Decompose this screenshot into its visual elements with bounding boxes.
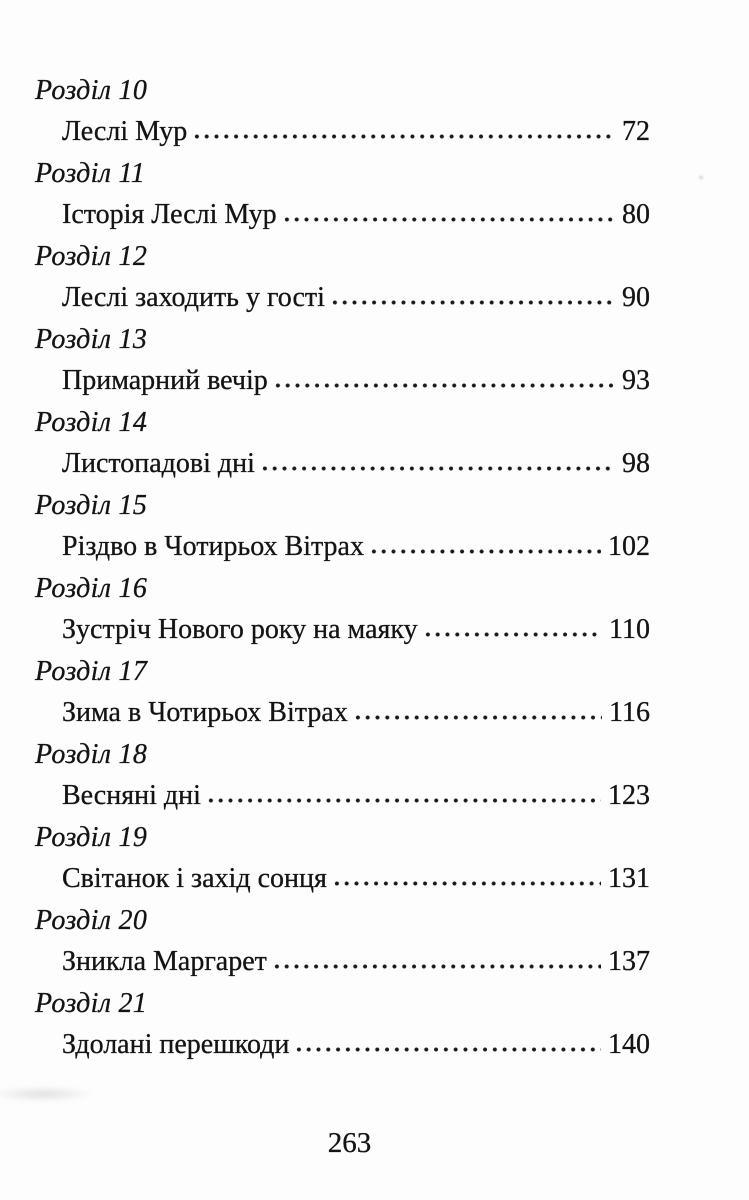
chapter-heading: Розділ 13: [35, 324, 148, 355]
chapter-heading: Розділ 11: [35, 158, 146, 189]
chapter-title: Різдво в Чотирьох Вітрах: [62, 531, 364, 562]
chapter-title-row: [35, 111, 650, 152]
toc-entry: [35, 817, 650, 899]
chapter-heading: Розділ 19: [35, 822, 148, 853]
chapter-title-row: [35, 526, 650, 567]
chapter-title: Весняні дні: [62, 780, 201, 811]
chapter-title-row: [35, 1024, 650, 1065]
chapter-heading: Розділ 16: [35, 573, 148, 604]
dot-leader: [330, 277, 615, 318]
chapter-page-number: 102: [608, 531, 650, 562]
chapter-title: Історія Леслі Мур: [62, 199, 277, 230]
chapter-page-number: 98: [622, 448, 650, 479]
chapter-page-number: 116: [609, 697, 650, 728]
chapter-page-number: 137: [608, 946, 650, 977]
chapter-title: Листопадові дні: [62, 448, 255, 479]
dot-leader: [423, 609, 602, 650]
chapter-title: Світанок і захід сонця: [62, 863, 327, 894]
table-of-contents: [35, 70, 650, 1066]
dot-leader: [282, 194, 615, 235]
chapter-title-row: [35, 941, 650, 982]
chapter-title-row: [35, 609, 650, 650]
chapter-page-number: 140: [608, 1029, 650, 1060]
chapter-title-row: [35, 858, 650, 899]
chapter-title-row: [35, 277, 650, 318]
dot-leader: [272, 941, 601, 982]
chapter-heading: Розділ 17: [35, 656, 148, 687]
chapter-heading: Розділ 10: [35, 75, 148, 106]
chapter-page-number: 110: [609, 614, 650, 645]
toc-entry: [35, 319, 650, 401]
dot-leader: [206, 775, 601, 816]
dot-leader: [294, 1024, 601, 1065]
dot-leader: [260, 443, 615, 484]
dot-leader: [353, 692, 602, 733]
chapter-page-number: 90: [622, 282, 650, 313]
toc-entry: [35, 70, 650, 152]
chapter-title-row: [35, 692, 650, 733]
page-number-folio: 263: [327, 1127, 372, 1159]
toc-entry: [35, 983, 650, 1065]
chapter-heading: Розділ 20: [35, 905, 148, 936]
chapter-title-row: [35, 775, 650, 816]
dot-leader: [369, 526, 601, 567]
toc-entry: [35, 651, 650, 733]
chapter-page-number: 93: [622, 365, 650, 396]
chapter-title: Зима в Чотирьох Вітрах: [62, 697, 348, 728]
toc-entry: [35, 153, 650, 235]
toc-entry: [35, 568, 650, 650]
chapter-title-row: [35, 360, 650, 401]
chapter-heading: Розділ 12: [35, 241, 148, 272]
chapter-title: Примарний вечір: [62, 365, 268, 396]
toc-entry: [35, 734, 650, 816]
scan-speck-artifact: [699, 176, 703, 179]
chapter-heading: Розділ 14: [35, 407, 148, 438]
chapter-title: Зникла Маргарет: [62, 946, 267, 977]
dot-leader: [332, 858, 601, 899]
chapter-title: Зустріч Нового року на маяку: [62, 614, 418, 645]
toc-entry: [35, 485, 650, 567]
chapter-title-row: [35, 194, 650, 235]
chapter-title: Леслі заходить у гості: [62, 282, 325, 313]
chapter-page-number: 80: [622, 199, 650, 230]
chapter-heading: Розділ 15: [35, 490, 148, 521]
chapter-heading: Розділ 18: [35, 739, 148, 770]
dot-leader: [192, 111, 615, 152]
chapter-heading: Розділ 21: [35, 988, 148, 1019]
chapter-page-number: 123: [608, 780, 650, 811]
chapter-page-number: 72: [622, 116, 650, 147]
toc-entry: [35, 236, 650, 318]
dot-leader: [273, 360, 615, 401]
chapter-page-number: 131: [608, 863, 650, 894]
toc-entry: [35, 900, 650, 982]
chapter-title: Здолані перешкоди: [62, 1029, 290, 1060]
toc-entry: [35, 402, 650, 484]
scan-smudge-artifact: [0, 1086, 95, 1102]
chapter-title-row: [35, 443, 650, 484]
chapter-title: Леслі Мур: [62, 116, 188, 147]
